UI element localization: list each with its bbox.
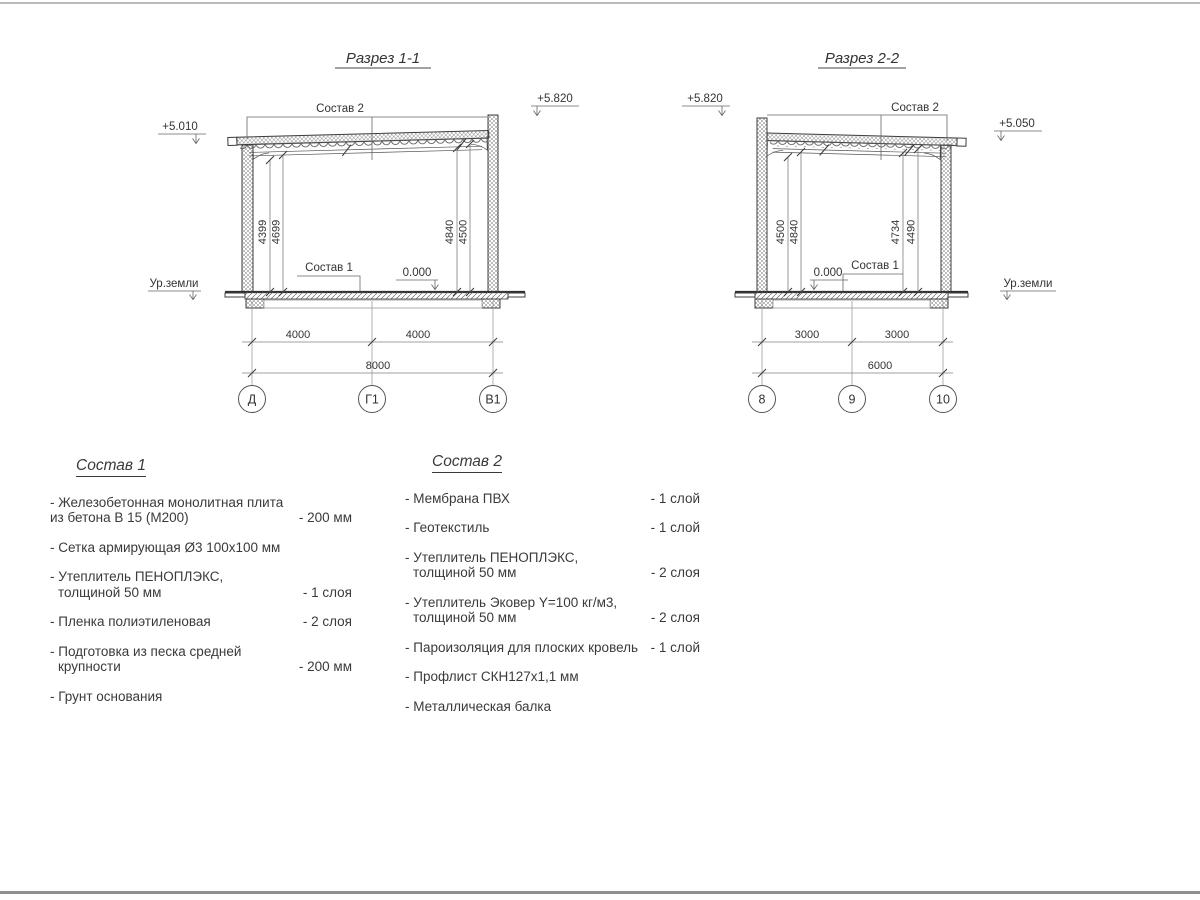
dim-span: 4000 bbox=[285, 329, 311, 341]
beam-chord-line bbox=[249, 150, 482, 156]
list-item: - Грунт основания bbox=[50, 688, 163, 704]
list-item: - Утеплитель ПЕНОПЛЭКС, толщиной 50 мм - 1 слоя bbox=[50, 569, 352, 600]
composition-2-title bbox=[432, 454, 700, 473]
list-item: - Пленка полиэтиленовая - 2 слоя bbox=[50, 614, 352, 629]
composition-2-title-text: Состав 2 bbox=[432, 454, 502, 473]
window-bottom-edge bbox=[0, 891, 1200, 894]
slab-tail-left bbox=[225, 293, 245, 297]
roof-assembly bbox=[228, 130, 490, 160]
elevation-value: +5.050 bbox=[999, 118, 1035, 130]
left-parapet-wall bbox=[757, 118, 767, 292]
ground-level-mark bbox=[148, 278, 201, 300]
list-item: - Утеплитель ПЕНОПЛЭКС, толщиной 50 мм - 2 слоя bbox=[405, 549, 700, 580]
elevation-mark-right bbox=[531, 93, 579, 116]
elevation-value: +5.010 bbox=[162, 121, 198, 133]
left-wall bbox=[242, 145, 253, 292]
composition-1-title-text: Состав 1 bbox=[76, 458, 146, 477]
dim-height: 4734 bbox=[890, 219, 902, 245]
section1-title: Разрез 1-1 bbox=[345, 50, 421, 67]
ground-label: Ур.земли bbox=[149, 278, 199, 290]
window-top-edge bbox=[0, 2, 1200, 4]
ground-label: Ур.земли bbox=[1003, 278, 1053, 290]
axis-label: В1 bbox=[485, 392, 501, 407]
axis-label: 9 bbox=[848, 392, 856, 407]
elevation-mark-left bbox=[158, 121, 206, 144]
footing-right bbox=[482, 299, 500, 308]
roof-edge-cap bbox=[957, 138, 966, 146]
elevation-mark-zero bbox=[810, 267, 848, 290]
axis-bubbles bbox=[239, 386, 507, 413]
dim-height: 4500 bbox=[775, 219, 787, 245]
axis-bubbles bbox=[749, 386, 957, 413]
dim-span: 3000 bbox=[884, 329, 910, 341]
roof-callout-label: Состав 2 bbox=[891, 102, 939, 114]
span-dimensions bbox=[242, 301, 503, 385]
floor-assembly bbox=[735, 292, 968, 308]
dim-height: 4840 bbox=[444, 219, 456, 245]
elevation-mark-left bbox=[682, 93, 730, 116]
right-parapet-wall bbox=[488, 115, 498, 292]
axis-label: 10 bbox=[936, 392, 950, 407]
axis-label: Д bbox=[247, 392, 257, 407]
section-2-2-drawing bbox=[670, 45, 1070, 415]
section1-title-group bbox=[335, 50, 431, 68]
elevation-value: 0.000 bbox=[402, 267, 432, 279]
section-1-1-drawing bbox=[130, 45, 620, 415]
sand-bed bbox=[773, 300, 930, 308]
slab-tail-right bbox=[948, 293, 968, 297]
span-dimensions bbox=[752, 301, 953, 385]
list-item: - Железобетонная монолитная плита из бетона В 15 (М200) - 200 мм bbox=[50, 494, 352, 525]
elevation-mark-zero bbox=[396, 267, 439, 290]
section2-title: Разрез 2-2 bbox=[824, 50, 900, 67]
roof-assembly bbox=[767, 133, 967, 161]
composition-1-title bbox=[76, 458, 352, 477]
dim-height: 4399 bbox=[257, 219, 269, 245]
dim-span: 3000 bbox=[794, 329, 820, 341]
slab-tail-right bbox=[508, 293, 525, 297]
dim-total: 6000 bbox=[867, 360, 893, 372]
roof-edge-cap bbox=[228, 137, 237, 145]
right-wall bbox=[941, 145, 951, 292]
footing-left bbox=[755, 299, 773, 308]
floor-assembly bbox=[225, 292, 525, 308]
footing-left bbox=[246, 299, 264, 308]
dim-height: 4490 bbox=[905, 219, 918, 245]
floor-callout bbox=[297, 262, 360, 291]
list-item: - Профлист СКН127х1,1 мм bbox=[405, 669, 579, 684]
axis-label: 8 bbox=[758, 392, 766, 407]
ground-level-mark bbox=[1000, 278, 1056, 300]
list-item: - Мембрана ПВХ - 1 слой bbox=[405, 490, 700, 506]
height-dimensions bbox=[775, 145, 922, 296]
axis-label: Г1 bbox=[365, 392, 379, 407]
height-dimensions bbox=[257, 140, 474, 296]
list-item: - Утеплитель Эковер Y=100 кг/м3, толщиной 50 мм - 2 слоя bbox=[405, 594, 700, 625]
list-item: - Сетка армирующая Ø3 100х100 мм bbox=[50, 539, 281, 555]
list-item: - Подготовка из песка средней крупности - 200 мм bbox=[50, 643, 352, 674]
elevation-mark-right bbox=[994, 118, 1042, 141]
floor-callout-label: Состав 1 bbox=[305, 262, 353, 274]
footing-right bbox=[930, 299, 948, 308]
dim-span: 4000 bbox=[405, 329, 431, 341]
elevation-value: 0.000 bbox=[813, 267, 843, 279]
composition-1 bbox=[50, 458, 352, 718]
dim-height: 4699 bbox=[270, 219, 283, 245]
dim-height: 4500 bbox=[457, 219, 470, 245]
elevation-value: +5.820 bbox=[537, 93, 573, 105]
sand-bed bbox=[264, 300, 482, 308]
section2-title-group bbox=[818, 50, 906, 68]
list-item: - Металлическая балка bbox=[405, 698, 552, 714]
elevation-value: +5.820 bbox=[687, 93, 723, 105]
dim-height: 4840 bbox=[788, 219, 801, 245]
roof-callout bbox=[767, 102, 947, 160]
list-item: - Пароизоляция для плоских кровель - 1 слой bbox=[405, 639, 700, 655]
floor-callout bbox=[843, 260, 903, 291]
list-item: - Геотекстиль - 1 слой bbox=[405, 520, 700, 535]
floor-callout-label: Состав 1 bbox=[851, 260, 899, 272]
roof-callout-label: Состав 2 bbox=[316, 103, 364, 115]
composition-2 bbox=[405, 454, 700, 728]
dim-total: 8000 bbox=[365, 360, 391, 372]
slab-tail-left bbox=[735, 293, 755, 297]
